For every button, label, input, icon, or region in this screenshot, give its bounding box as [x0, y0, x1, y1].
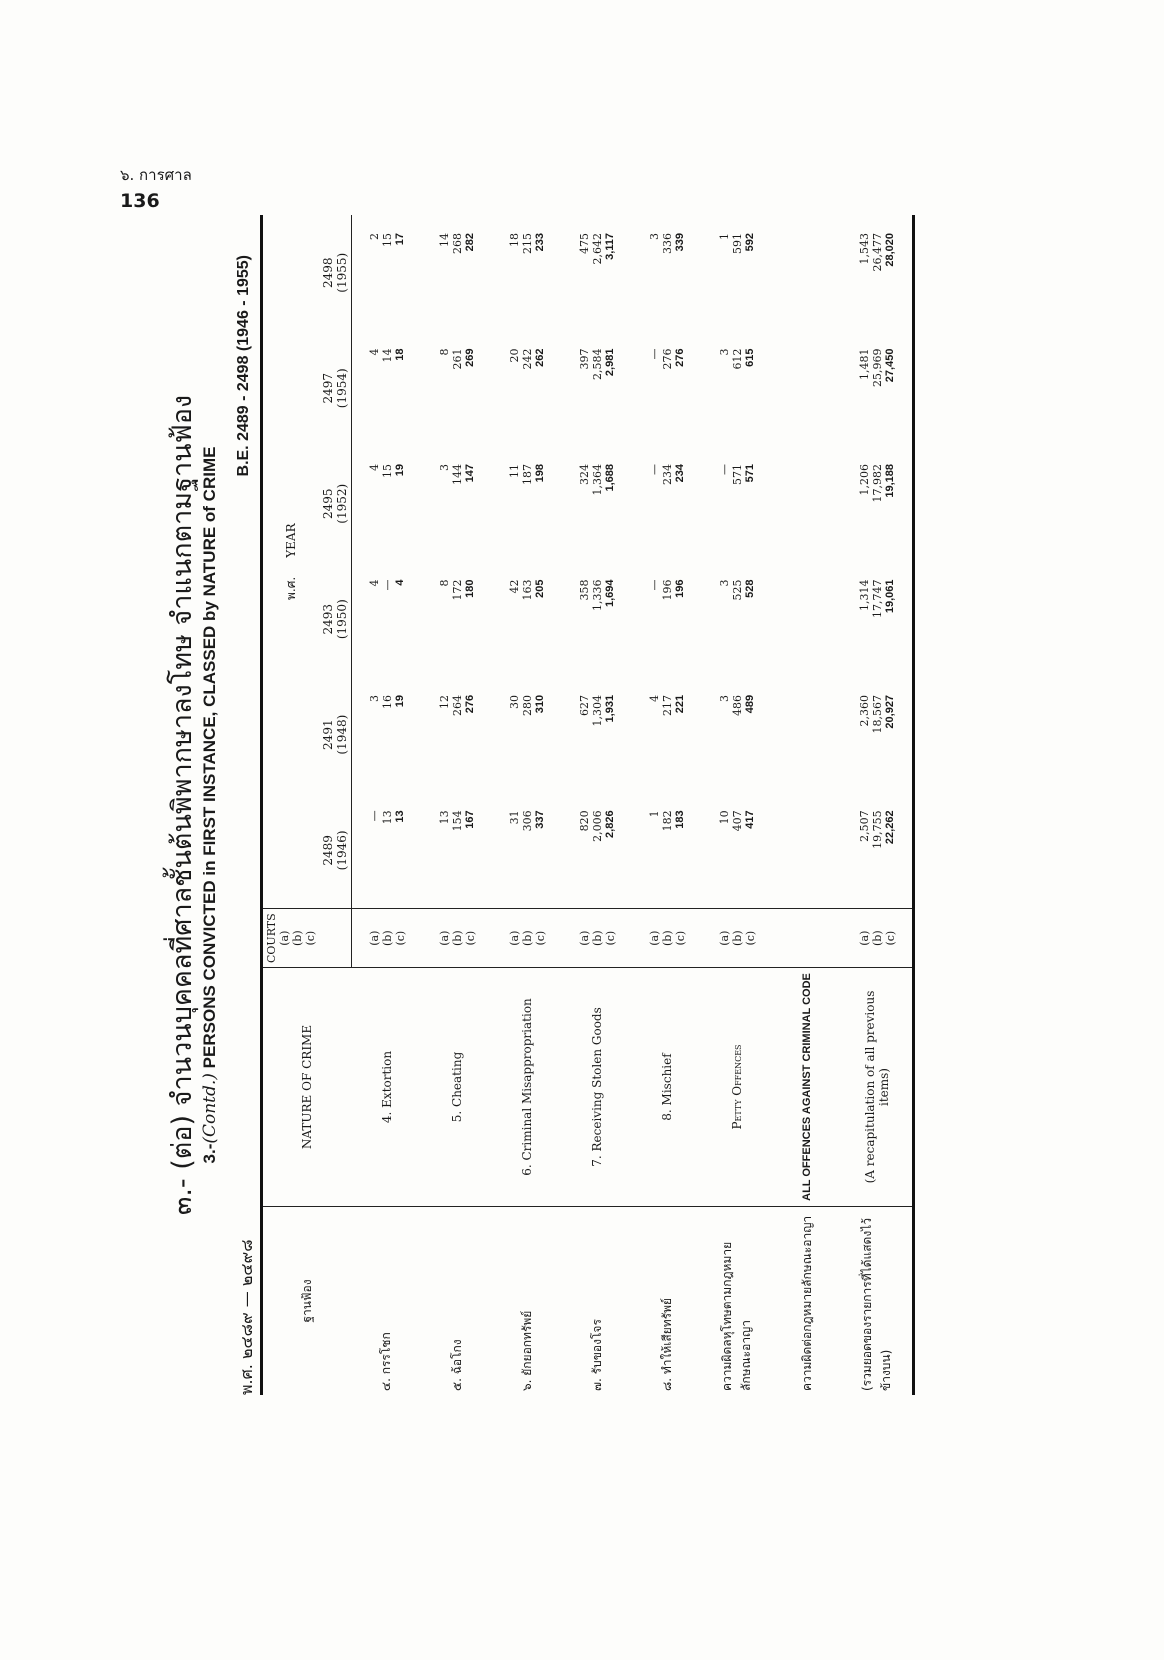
value-total: 310: [533, 694, 546, 714]
value-total: 339: [673, 233, 686, 252]
row-thai-charge: (รวมยอดของรายการที่ได้แสดงไว้ข้างบน): [842, 1207, 914, 1396]
value: 13: [437, 810, 451, 825]
value-total: 4: [393, 579, 406, 586]
value: 1,543: [857, 233, 871, 265]
row-thai-charge: ความผิดลหุโทษตามกฎหมายลักษณะอาญา: [702, 1207, 772, 1396]
value-total: 1,694: [603, 579, 616, 607]
year-values-cell: [772, 677, 842, 792]
value: 3: [647, 233, 661, 240]
year-values-cell: [772, 561, 842, 676]
value: 26,477: [870, 233, 884, 272]
value: 30: [507, 694, 521, 709]
court-label: (a): [717, 930, 731, 946]
value-total: 3,117: [603, 233, 616, 260]
page-number: 136: [120, 190, 160, 212]
year-values-cell: [422, 215, 492, 331]
year-ad: (1946): [335, 830, 349, 871]
column-header-nature: NATURE OF CRIME: [262, 968, 352, 1207]
year-values-cell: [842, 446, 914, 561]
value-total: 269: [463, 348, 476, 367]
court-label: (b): [730, 930, 744, 946]
year-values-cell: [772, 446, 842, 561]
value: 3: [717, 579, 731, 587]
court-label: (b): [520, 930, 534, 946]
courts-label-c: (c): [304, 930, 317, 946]
value: 11: [507, 464, 521, 478]
value: 196: [660, 579, 674, 601]
value-total: 27,450: [883, 348, 896, 383]
value-total: 19: [393, 694, 406, 708]
title-english-main: PERSONS CONVICTED in FIRST INSTANCE, CLASSED by NATURE of CRIME: [200, 446, 219, 1069]
value-total: 1,931: [603, 694, 616, 723]
court-label: (b): [450, 930, 464, 946]
value-total: 489: [743, 694, 756, 714]
year-values-cell: [492, 792, 562, 908]
value: 31: [507, 810, 521, 825]
value: 276: [660, 348, 674, 370]
court-label: (c): [393, 930, 407, 946]
year-values-cell: [492, 331, 562, 446]
year-values-cell: [842, 215, 914, 331]
value-total: 2,826: [603, 810, 616, 838]
year-values-cell: [632, 446, 702, 561]
year-values-cell: [562, 677, 632, 792]
value-total: 28,020: [883, 233, 896, 267]
court-label: (c): [883, 930, 897, 946]
year-values-cell: [772, 331, 842, 446]
year-values-cell: [422, 792, 492, 908]
value: 3: [437, 464, 451, 471]
row-thai-charge: ๕. ฉ้อโกง: [422, 1207, 492, 1396]
value-total: 1,688: [603, 464, 616, 492]
year-values-cell: [842, 561, 914, 676]
year-values-cell: [492, 215, 562, 331]
value: —: [380, 579, 394, 591]
year-values-cell: [562, 446, 632, 561]
value-total: 20,927: [883, 694, 896, 729]
value: 358: [577, 579, 591, 601]
value-total: 180: [463, 579, 476, 598]
year-values-cell: [492, 561, 562, 676]
year-be: 2498: [321, 257, 335, 289]
court-label: (a): [577, 930, 591, 946]
value-total: 18: [393, 348, 406, 361]
value: 264: [450, 694, 464, 716]
value: 1,481: [857, 348, 871, 381]
year-values-cell: [842, 331, 914, 446]
year-values-cell: [702, 215, 772, 331]
value: —: [717, 464, 731, 475]
table-row: [772, 215, 842, 1395]
value: 25,969: [870, 348, 884, 388]
value: 4: [647, 694, 661, 702]
value: 3: [367, 694, 381, 702]
value: 2,584: [590, 348, 604, 381]
court-label: (c): [533, 930, 547, 946]
row-courts: [492, 909, 562, 968]
year-values-cell: [352, 561, 423, 676]
year-values-cell: [632, 561, 702, 676]
value: 1,314: [857, 579, 871, 611]
row-courts: [562, 909, 632, 968]
value-total: 2,981: [603, 348, 616, 377]
value-total: 19,188: [883, 464, 896, 498]
year-values-cell: [702, 446, 772, 561]
value: 571: [730, 464, 744, 485]
year-values-cell: [352, 331, 423, 446]
column-header-year-group: [262, 215, 320, 909]
table-row: [842, 215, 914, 1395]
value: 19,755: [870, 810, 884, 849]
row-courts: [632, 909, 702, 968]
range-english: B.E. 2489 - 2498 (1946 - 1955): [235, 255, 252, 477]
value: 8: [437, 579, 451, 587]
title-english: [200, 235, 220, 1375]
court-label: (b): [660, 930, 674, 946]
table-body: [352, 215, 914, 1395]
value: 324: [577, 464, 591, 485]
value: 591: [730, 233, 744, 254]
value: 1,206: [857, 464, 871, 496]
value: 20: [507, 348, 521, 363]
value-total: 282: [463, 233, 476, 252]
row-courts: [422, 909, 492, 968]
value: 18: [507, 233, 521, 247]
value: —: [647, 464, 661, 475]
year-values-cell: [632, 215, 702, 331]
row-courts: [702, 909, 772, 968]
year-values-cell: [562, 331, 632, 446]
year-values-cell: [842, 677, 914, 792]
year-values-cell: [352, 677, 423, 792]
value: 397: [577, 348, 591, 370]
court-label: (c): [673, 930, 687, 946]
row-nature: (A recapitulation of all previous items): [842, 968, 914, 1207]
value: 163: [520, 579, 534, 601]
value: 2,507: [857, 810, 871, 842]
title-english-contd: (Contd.): [200, 1073, 220, 1144]
court-label: (b): [380, 930, 394, 946]
value: 1: [717, 233, 731, 240]
value: 820: [577, 810, 591, 832]
value: 234: [660, 464, 674, 485]
value: 16: [380, 694, 394, 709]
year-values-cell: [702, 677, 772, 792]
title-english-prefix: 3.-: [200, 1143, 219, 1164]
year-values-cell: [702, 331, 772, 446]
value-total: 19: [393, 464, 406, 477]
row-courts: [772, 909, 842, 968]
rotated-table-page: [160, 215, 1020, 1395]
court-label: (c): [463, 930, 477, 946]
court-label: (a): [437, 930, 451, 946]
year-be: 2493: [321, 603, 335, 635]
value: 486: [730, 694, 744, 716]
value-total: 571: [743, 464, 756, 483]
year-values-cell: [562, 561, 632, 676]
value-total: 167: [463, 810, 476, 829]
value: 187: [520, 464, 534, 485]
year-header: [319, 215, 352, 331]
value: 12: [437, 694, 451, 709]
year-values-cell: [842, 792, 914, 908]
value: 1: [647, 810, 661, 818]
row-courts: [352, 909, 423, 968]
year-values-cell: [422, 677, 492, 792]
value: 3: [717, 348, 731, 356]
row-nature: 7. Receiving Stolen Goods: [562, 968, 632, 1207]
value-total: 147: [463, 464, 476, 483]
row-nature: 8. Mischief: [632, 968, 702, 1207]
court-label: (b): [590, 930, 604, 946]
value: 2,006: [590, 810, 604, 842]
year-values-cell: [492, 446, 562, 561]
value: 268: [450, 233, 464, 254]
year-values-cell: [772, 792, 842, 908]
year-ad: (1955): [335, 252, 349, 293]
court-label: (a): [647, 930, 661, 946]
value: 4: [367, 348, 381, 356]
value: 15: [380, 233, 394, 247]
row-nature: ALL OFFENCES AGAINST CRIMINAL CODE: [772, 968, 842, 1207]
value: 336: [660, 233, 674, 254]
year-values-cell: [772, 215, 842, 331]
row-thai-charge: ความผิดต่อกฎหมายลักษณะอาญา: [772, 1207, 842, 1396]
year-header: [319, 792, 352, 908]
year-be: 2491: [321, 719, 335, 750]
year-be: 2489: [321, 835, 335, 866]
value: —: [647, 579, 661, 591]
year-values-cell: [422, 446, 492, 561]
value-total: 198: [533, 464, 546, 483]
year-header: [319, 677, 352, 792]
row-nature: 6. Criminal Misappropriation: [492, 968, 562, 1207]
year-values-cell: [492, 677, 562, 792]
value: 14: [437, 233, 451, 247]
value: 612: [730, 348, 744, 370]
value: 144: [450, 464, 464, 485]
column-header-thai-charge: ฐานฟ้อง: [262, 1207, 352, 1396]
value: 525: [730, 579, 744, 601]
value-total: 592: [743, 233, 756, 252]
value-total: 196: [673, 579, 686, 598]
value: 2,360: [857, 694, 871, 727]
value: 627: [577, 694, 591, 716]
year-values-cell: [632, 331, 702, 446]
value-total: 205: [533, 579, 546, 598]
court-label: (a): [507, 930, 521, 946]
value: 13: [380, 810, 394, 825]
row-courts: [842, 909, 914, 968]
value: 4: [367, 579, 381, 587]
year-values-cell: [632, 677, 702, 792]
value: 1,304: [590, 694, 604, 727]
value: —: [367, 810, 381, 822]
table-row: [632, 215, 702, 1395]
value-total: 19,061: [883, 579, 896, 614]
value: 15: [380, 464, 394, 478]
year-header: [319, 446, 352, 561]
be-label: พ.ศ.: [283, 576, 298, 600]
value: 2,642: [590, 233, 604, 265]
value: 4: [367, 464, 381, 471]
value: 475: [577, 233, 591, 254]
court-label: (c): [743, 930, 757, 946]
value: 1,336: [590, 579, 604, 611]
courts-label-a: (a): [278, 930, 291, 946]
row-thai-charge: ๖. ยักยอกทรัพย์: [492, 1207, 562, 1396]
value: 18,567: [870, 694, 884, 734]
courts-label-b: (b): [291, 930, 304, 946]
value-total: 528: [743, 579, 756, 598]
value: 17,747: [870, 579, 884, 618]
court-label: (a): [367, 930, 381, 946]
value: 261: [450, 348, 464, 370]
year-values-cell: [352, 792, 423, 908]
court-label: (c): [603, 930, 617, 946]
year-ad: (1952): [335, 483, 349, 524]
value: 280: [520, 694, 534, 716]
year-values-cell: [562, 215, 632, 331]
convictions-table: [260, 215, 915, 1395]
value-total: 183: [673, 810, 686, 829]
year-values-cell: [422, 331, 492, 446]
column-header-courts: [262, 909, 320, 968]
title-thai: ๓.- (ต่อ) จำนวนบุคคลที่ศาลชั้นต้นพิพากษาลงโทษ จำแนกตามฐานฟ้อง: [167, 394, 198, 1216]
year-ad: (1950): [335, 599, 349, 640]
row-nature: 5. Cheating: [422, 968, 492, 1207]
year-header: [319, 331, 352, 446]
row-thai-charge: ๘. ทำให้เสียทรัพย์: [632, 1207, 702, 1396]
value-total: 13: [393, 810, 406, 823]
value: 1,364: [590, 464, 604, 496]
year-ad: (1948): [335, 714, 349, 755]
table-row: [352, 215, 423, 1395]
value: 306: [520, 810, 534, 832]
value-total: 234: [673, 464, 686, 483]
section-label: ๖. การศาล: [120, 166, 192, 184]
value-total: 276: [673, 348, 686, 367]
year-label: YEAR: [283, 523, 298, 558]
value: 217: [660, 694, 674, 716]
year-values-cell: [702, 561, 772, 676]
value: 182: [660, 810, 674, 832]
value-total: 233: [533, 233, 546, 252]
value-total: 22,262: [883, 810, 896, 845]
year-values-cell: [352, 215, 423, 331]
value: 14: [380, 348, 394, 363]
year-values-cell: [352, 446, 423, 561]
value: 154: [450, 810, 464, 832]
year-values-cell: [702, 792, 772, 908]
row-thai-charge: ๗. รับของโจร: [562, 1207, 632, 1396]
year-values-cell: [422, 561, 492, 676]
value-total: 17: [393, 233, 406, 246]
table-row: [492, 215, 562, 1395]
year-values-cell: [562, 792, 632, 908]
value: 17,982: [870, 464, 884, 503]
year-be: 2497: [321, 373, 335, 404]
range-thai: พ.ศ. ๒๔๘๙ — ๒๔๙๘: [237, 1239, 256, 1395]
value-total: 417: [743, 810, 756, 829]
row-thai-charge: ๔. กรรโชก: [352, 1207, 423, 1396]
value: 407: [730, 810, 744, 832]
value-total: 262: [533, 348, 546, 367]
row-nature: Petty Offences: [702, 968, 772, 1207]
value-total: 276: [463, 694, 476, 714]
value: 172: [450, 579, 464, 601]
court-label: (a): [857, 930, 871, 946]
table-row: [562, 215, 632, 1395]
value: 42: [507, 579, 521, 594]
value: 242: [520, 348, 534, 370]
value-total: 337: [533, 810, 546, 829]
year-be: 2495: [321, 488, 335, 520]
value-total: 221: [673, 694, 686, 714]
courts-label: COURTS: [265, 913, 278, 963]
table-row: [422, 215, 492, 1395]
year-header: [319, 561, 352, 676]
year-ad: (1954): [335, 368, 349, 409]
year-values-cell: [632, 792, 702, 908]
value: 3: [717, 694, 731, 702]
value: 2: [367, 233, 381, 240]
table-row: [702, 215, 772, 1395]
value: 215: [520, 233, 534, 254]
court-label: (b): [870, 930, 884, 946]
row-nature: 4. Extortion: [352, 968, 423, 1207]
value: —: [647, 348, 661, 360]
value: 10: [717, 810, 731, 825]
value: 8: [437, 348, 451, 356]
value-total: 615: [743, 348, 756, 367]
